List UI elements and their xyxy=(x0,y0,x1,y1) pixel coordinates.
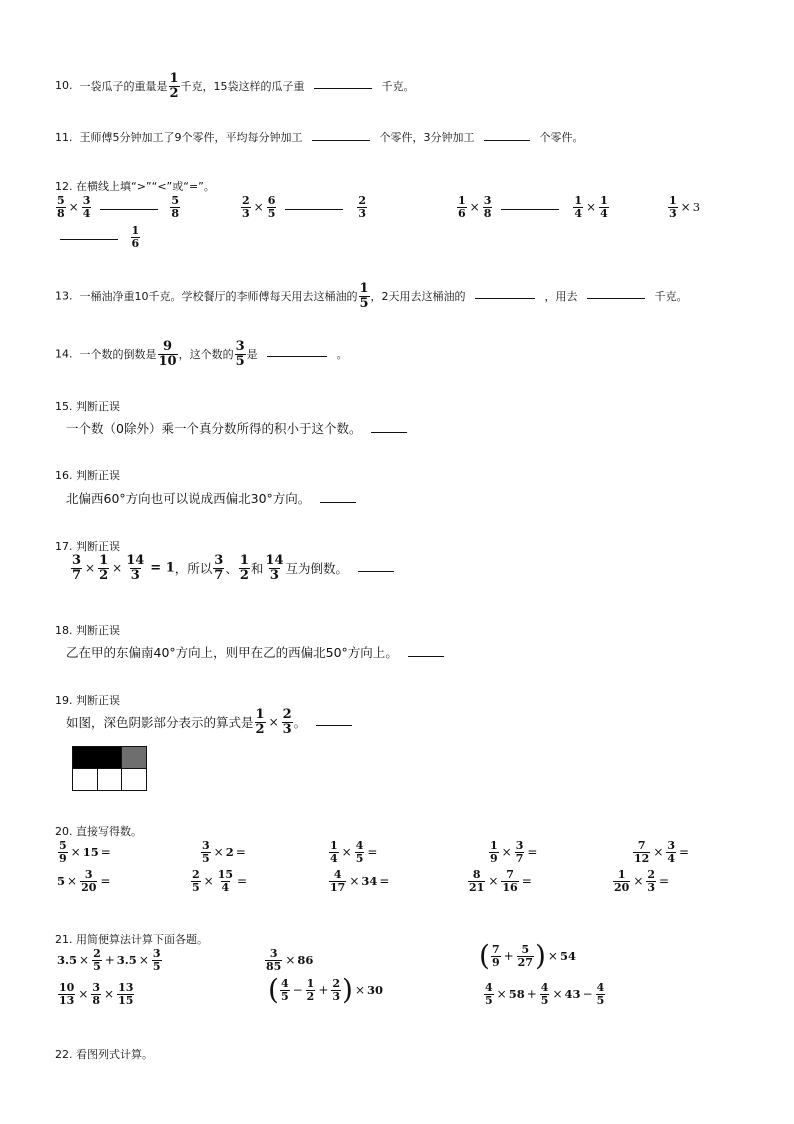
fraction: $\frac{1}{2}$ xyxy=(255,707,265,737)
calc-item: $\frac{10}{13}$ × $\frac{3}{8}$ × $\frac{13}{15}$ xyxy=(59,981,134,1007)
question-17-statement: $\frac{3}{7}$ × $\frac{1}{2}$ × $\frac{14}{3}$ = 1，所以 $\frac{3}{7}$ 、 $\frac{1}{2}$ 和 $\frac{14}{3}$ 互为倒数。 xyxy=(70,554,394,582)
fraction: $\frac{6}{5}$ xyxy=(267,194,276,220)
answer-blank[interactable] xyxy=(475,297,535,299)
question-15-header: 15. 判断正误 xyxy=(55,400,120,413)
fraction: $\frac{3}{8}$ xyxy=(483,194,492,220)
calc-item: $\frac{1}{4}$ × $\frac{4}{5}$ = xyxy=(330,839,378,865)
answer-blank[interactable] xyxy=(587,297,645,299)
calc-item: $\frac{1}{20}$ × $\frac{2}{3}$ = xyxy=(614,868,670,894)
calc-item: $\frac{4}{17}$ × 34 = xyxy=(330,868,390,894)
question-15-statement: 一个数（0除外）乘一个真分数所得的积小于这个数。 xyxy=(66,419,407,437)
question-16-statement: 北偏西60°方向也可以说成西偏北30°方向。 xyxy=(66,489,356,507)
fraction: $\frac{1}{5}$ xyxy=(359,281,369,311)
answer-blank[interactable] xyxy=(314,87,372,89)
fraction: $\frac{14}{3}$ xyxy=(126,553,145,583)
fraction: $\frac{5}{8}$ xyxy=(57,194,65,220)
empty-cell xyxy=(97,768,122,791)
answer-blank[interactable] xyxy=(267,355,327,357)
question-12: 12. 在横线上填“>”“<”或“=”。 xyxy=(55,180,215,193)
question-14: 14. 一个数的倒数是 $\frac{9}{10}$ ，这个数的 $\frac{3}{5}$ 是 。 xyxy=(55,339,348,369)
fraction: $\frac{14}{3}$ xyxy=(265,553,284,583)
question-19-header: 19. 判断正误 xyxy=(55,694,120,707)
calc-item: $\frac{7}{12}$ × $\frac{3}{4}$ = xyxy=(634,839,690,865)
calc-item: $\frac{3}{85}$ × 86 xyxy=(266,947,314,973)
answer-blank[interactable] xyxy=(316,724,352,726)
empty-cell xyxy=(72,768,98,791)
question-13: 13. 一桶油净重10千克。学校餐厅的李师傅每天用去这桶油的 $\frac{1}{5}$ ，2天用去这桶油的 ，用去 千克。 xyxy=(55,281,688,311)
fraction: $\frac{1}{4}$ xyxy=(600,194,608,220)
fraction: $\frac{3}{4}$ xyxy=(82,194,91,220)
question-19-statement: 如图，深色阴影部分表示的算式是 $\frac{1}{2}$ × $\frac{2}{3}$ 。 xyxy=(66,708,352,736)
fraction: $\frac{3}{7}$ xyxy=(72,553,82,583)
fraction: $\frac{9}{10}$ xyxy=(158,339,177,369)
compare-item-3: $\frac{1}{6}$ × $\frac{3}{8}$ $\frac{1}{4}$ × $\frac{1}{4}$ xyxy=(458,194,608,220)
fraction: $\frac{1}{6}$ xyxy=(131,224,140,250)
gray-cell xyxy=(121,746,147,769)
fraction: $\frac{1}{4}$ xyxy=(574,194,583,220)
fraction: $\frac{5}{8}$ xyxy=(171,194,180,220)
compare-item-4: $\frac{1}{3}$ × 3 xyxy=(669,194,701,220)
calc-item: 3.5 × $\frac{2}{5}$ + 3.5 × $\frac{3}{5}$ xyxy=(57,947,161,973)
question-18-header: 18. 判断正误 xyxy=(55,624,120,637)
answer-blank[interactable] xyxy=(60,238,118,240)
answer-blank[interactable] xyxy=(285,208,343,210)
fraction: $\frac{2}{3}$ xyxy=(242,194,250,220)
question-22: 22. 看图列式计算。 xyxy=(55,1048,153,1061)
compare-item-2: $\frac{2}{3}$ × $\frac{6}{5}$ $\frac{2}{3}$ xyxy=(242,194,367,220)
calc-item: ( $\frac{4}{5}$ − $\frac{1}{2}$ + $\frac{2}{3}$ ) × 30 xyxy=(268,973,384,1006)
answer-blank[interactable] xyxy=(100,208,158,210)
calc-item: $\frac{3}{5}$ × 2 = xyxy=(202,839,246,865)
answer-blank[interactable] xyxy=(358,570,394,572)
fraction: $\frac{1}{6}$ xyxy=(458,194,466,220)
question-17-header: 17. 判断正误 xyxy=(55,540,120,553)
calc-item: 5 × $\frac{3}{20}$ = xyxy=(57,868,111,894)
calc-item: $\frac{4}{5}$ × 58 + $\frac{4}{5}$ × 43 − $\frac{4}{5}$ xyxy=(485,981,605,1007)
calc-item: $\frac{1}{9}$ × $\frac{3}{7}$ = xyxy=(490,839,538,865)
calc-item: $\frac{5}{9}$ × 15 = xyxy=(59,839,111,865)
answer-blank[interactable] xyxy=(501,208,559,210)
fraction: $\frac{3}{5}$ xyxy=(235,339,245,369)
calc-item: $\frac{2}{5}$ × $\frac{15}{4}$ = xyxy=(192,868,248,894)
question-21: 21. 用简便算法计算下面各题。 xyxy=(55,933,208,946)
answer-blank[interactable] xyxy=(312,139,370,141)
answer-blank[interactable] xyxy=(408,655,444,657)
calc-item: ( $\frac{7}{9}$ + $\frac{5}{27}$ ) × 54 xyxy=(479,939,576,972)
answer-blank[interactable] xyxy=(484,139,530,141)
compare-item-4-continued xyxy=(60,225,141,249)
fraction: $\frac{1}{3}$ xyxy=(669,194,677,220)
empty-cell xyxy=(121,768,147,791)
question-10: 10. 一袋瓜子的重量是 $\frac{1}{2}$ 千克，15袋这样的瓜子重 千克。 xyxy=(55,71,415,101)
answer-blank[interactable] xyxy=(371,431,407,433)
fraction: $\frac{2}{3}$ xyxy=(282,707,292,737)
calc-item: $\frac{8}{21}$ × $\frac{7}{16}$ = xyxy=(469,868,532,894)
question-20: 20. 直接写得数。 xyxy=(55,825,142,838)
question-18-statement: 乙在甲的东偏南40°方向上，则甲在乙的西偏北50°方向上。 xyxy=(66,643,444,661)
fraction: $\frac{1}{2}$ xyxy=(239,553,249,583)
fraction: $\frac{1}{2}$ xyxy=(99,553,109,583)
fraction: $\frac{1}{2}$ xyxy=(169,71,179,101)
fraction: $\frac{2}{3}$ xyxy=(358,194,367,220)
question-11: 11. 王师傅5分钟加工了9个零件，平均每分钟加工 个零件，3分钟加工 个零件。 xyxy=(55,131,584,144)
question-16-header: 16. 判断正误 xyxy=(55,469,120,482)
answer-blank[interactable] xyxy=(320,501,356,503)
fraction: $\frac{3}{7}$ xyxy=(214,553,224,583)
dark-cell xyxy=(72,746,122,769)
compare-item-1: $\frac{5}{8}$ × $\frac{3}{4}$ $\frac{5}{8}$ xyxy=(57,194,180,220)
